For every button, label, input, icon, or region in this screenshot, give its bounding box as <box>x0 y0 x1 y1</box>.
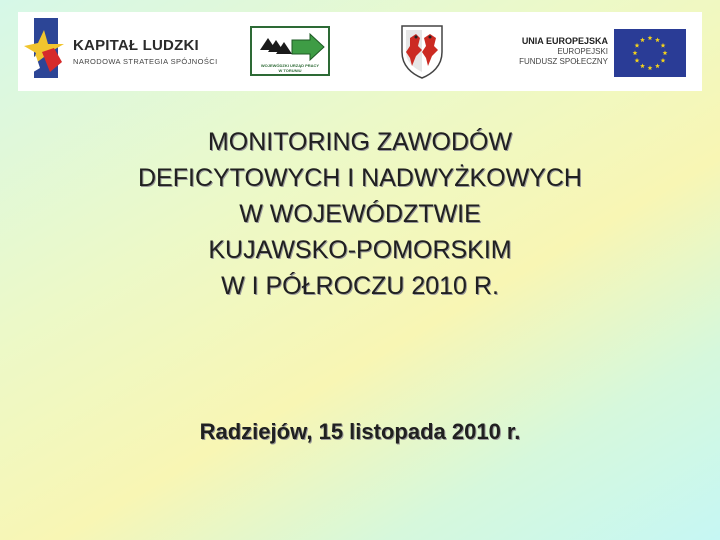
slide-subtitle: Radziejów, 15 listopada 2010 r. <box>199 419 521 444</box>
wup-caption <box>254 64 326 73</box>
kapital-ludzki-subtitle: NARODOWA STRATEGIA SPÓJNOŚCI <box>73 57 218 66</box>
eu-flag-icon <box>614 29 686 77</box>
eu-caption-line1: UNIA EUROPEJSKA <box>521 36 608 46</box>
kapital-ludzki-logo-icon <box>24 16 72 82</box>
title-line: W I PÓŁROCZU 2010 R. <box>221 272 499 300</box>
wup-caption-line1: WOJEWÓDZKI URZĄD PRACY <box>260 63 320 68</box>
wup-arrow-icon <box>254 30 326 64</box>
slide-title <box>40 124 680 304</box>
title-line: DEFICYTOWYCH I NADWYŻKOWYCH <box>138 164 582 192</box>
logo-bar <box>18 12 702 91</box>
title-line: MONITORING ZAWODÓW <box>207 128 513 156</box>
title-line: W WOJEWÓDZTWIE <box>239 200 481 228</box>
eu-caption <box>506 36 608 67</box>
kapital-ludzki-title: KAPITAŁ LUDZKI <box>73 37 199 54</box>
coat-of-arms-icon <box>398 22 446 80</box>
wup-caption-line2: W TORUNIU <box>278 67 302 73</box>
eu-caption-line2: EUROPEJSKI <box>557 47 608 56</box>
wup-logo <box>250 26 330 76</box>
eu-caption-line3: FUNDUSZ SPOŁECZNY <box>519 57 608 66</box>
title-line: KUJAWSKO-POMORSKIM <box>208 236 512 264</box>
